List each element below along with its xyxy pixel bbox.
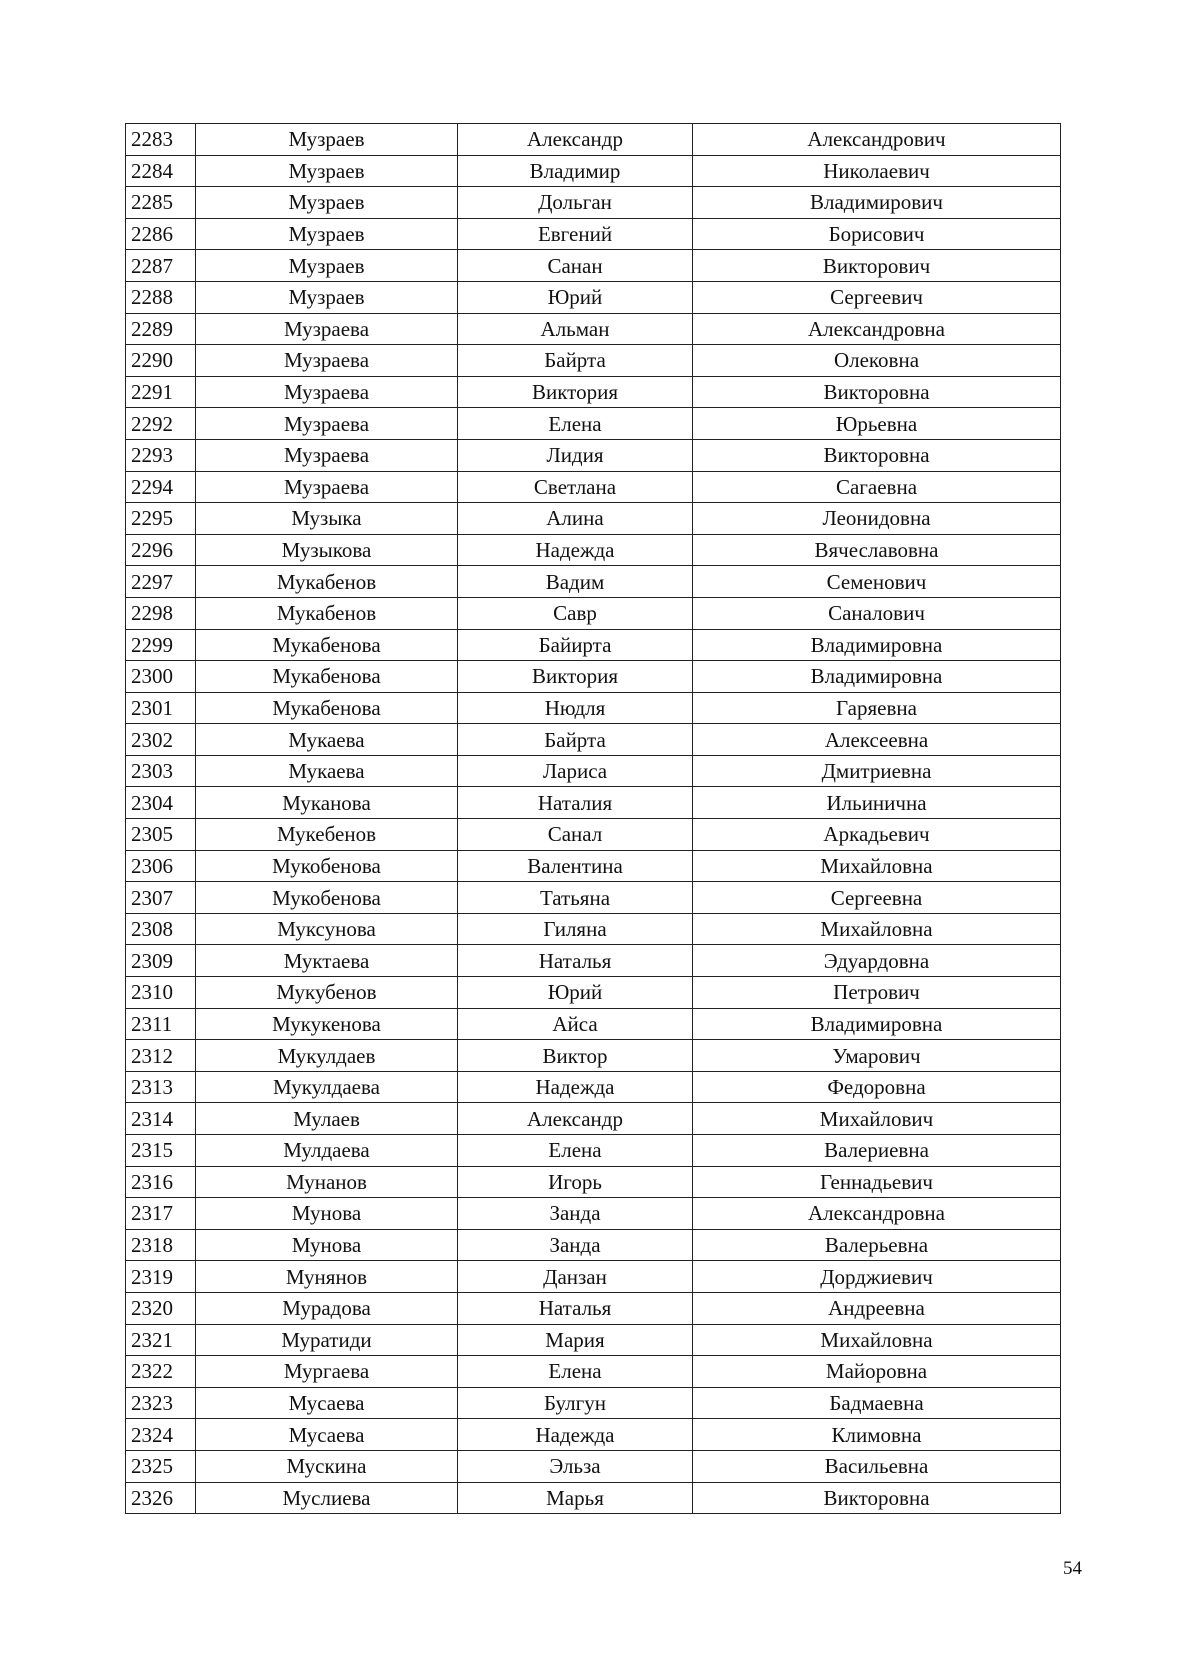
first-name-cell: Эльза <box>458 1450 693 1482</box>
patronymic-cell: Викторович <box>693 250 1061 282</box>
row-number-cell: 2317 <box>126 1198 196 1230</box>
last-name-cell: Мунянов <box>196 1261 458 1293</box>
last-name-cell: Мукубенов <box>196 977 458 1009</box>
patronymic-cell: Аркадьевич <box>693 819 1061 851</box>
last-name-cell: Мукулдаев <box>196 1040 458 1072</box>
patronymic-cell: Бадмаевна <box>693 1387 1061 1419</box>
table-row <box>126 187 1061 219</box>
last-name-cell: Мукабенова <box>196 692 458 724</box>
row-number-cell: 2313 <box>126 1071 196 1103</box>
roster-table-body <box>126 124 1061 1514</box>
row-number-cell: 2289 <box>126 313 196 345</box>
patronymic-cell: Юрьевна <box>693 408 1061 440</box>
last-name-cell: Музыка <box>196 503 458 535</box>
first-name-cell: Светлана <box>458 471 693 503</box>
first-name-cell: Владимир <box>458 155 693 187</box>
table-row <box>126 1229 1061 1261</box>
first-name-cell: Надежда <box>458 1071 693 1103</box>
last-name-cell: Мукобенова <box>196 850 458 882</box>
row-number-cell: 2320 <box>126 1292 196 1324</box>
table-row <box>126 313 1061 345</box>
table-row <box>126 534 1061 566</box>
first-name-cell: Марья <box>458 1482 693 1514</box>
patronymic-cell: Геннадьевич <box>693 1166 1061 1198</box>
table-row <box>126 471 1061 503</box>
first-name-cell: Евгений <box>458 218 693 250</box>
first-name-cell: Валентина <box>458 850 693 882</box>
patronymic-cell: Александрович <box>693 124 1061 156</box>
last-name-cell: Мукабенов <box>196 597 458 629</box>
last-name-cell: Мурадова <box>196 1292 458 1324</box>
patronymic-cell: Михайловна <box>693 850 1061 882</box>
last-name-cell: Музраев <box>196 218 458 250</box>
table-row <box>126 1198 1061 1230</box>
first-name-cell: Александр <box>458 124 693 156</box>
table-row <box>126 1166 1061 1198</box>
patronymic-cell: Николаевич <box>693 155 1061 187</box>
table-row <box>126 345 1061 377</box>
row-number-cell: 2298 <box>126 597 196 629</box>
table-row <box>126 1419 1061 1451</box>
first-name-cell: Наталья <box>458 1292 693 1324</box>
patronymic-cell: Васильевна <box>693 1450 1061 1482</box>
first-name-cell: Елена <box>458 1135 693 1167</box>
row-number-cell: 2307 <box>126 882 196 914</box>
row-number-cell: 2293 <box>126 439 196 471</box>
first-name-cell: Татьяна <box>458 882 693 914</box>
table-row <box>126 503 1061 535</box>
last-name-cell: Мукабенов <box>196 566 458 598</box>
last-name-cell: Мукулдаева <box>196 1071 458 1103</box>
last-name-cell: Музраев <box>196 281 458 313</box>
patronymic-cell: Алексеевна <box>693 724 1061 756</box>
row-number-cell: 2296 <box>126 534 196 566</box>
table-row <box>126 1450 1061 1482</box>
first-name-cell: Альман <box>458 313 693 345</box>
last-name-cell: Музраева <box>196 313 458 345</box>
last-name-cell: Мукабенова <box>196 661 458 693</box>
row-number-cell: 2323 <box>126 1387 196 1419</box>
table-row <box>126 882 1061 914</box>
row-number-cell: 2302 <box>126 724 196 756</box>
first-name-cell: Занда <box>458 1229 693 1261</box>
last-name-cell: Мукабенова <box>196 629 458 661</box>
row-number-cell: 2305 <box>126 819 196 851</box>
row-number-cell: 2311 <box>126 1008 196 1040</box>
table-row <box>126 1008 1061 1040</box>
row-number-cell: 2326 <box>126 1482 196 1514</box>
table-row <box>126 250 1061 282</box>
last-name-cell: Мукобенова <box>196 882 458 914</box>
last-name-cell: Муканова <box>196 787 458 819</box>
first-name-cell: Елена <box>458 408 693 440</box>
patronymic-cell: Семенович <box>693 566 1061 598</box>
row-number-cell: 2314 <box>126 1103 196 1135</box>
table-row <box>126 692 1061 724</box>
table-row <box>126 124 1061 156</box>
table-row <box>126 1040 1061 1072</box>
row-number-cell: 2286 <box>126 218 196 250</box>
first-name-cell: Вадим <box>458 566 693 598</box>
first-name-cell: Наталья <box>458 945 693 977</box>
table-row <box>126 1482 1061 1514</box>
last-name-cell: Музраева <box>196 408 458 440</box>
table-row <box>126 408 1061 440</box>
first-name-cell: Надежда <box>458 534 693 566</box>
row-number-cell: 2299 <box>126 629 196 661</box>
first-name-cell: Байрта <box>458 724 693 756</box>
patronymic-cell: Саналович <box>693 597 1061 629</box>
last-name-cell: Мунанов <box>196 1166 458 1198</box>
patronymic-cell: Владимировна <box>693 629 1061 661</box>
last-name-cell: Музраева <box>196 471 458 503</box>
last-name-cell: Музраев <box>196 250 458 282</box>
first-name-cell: Санал <box>458 819 693 851</box>
last-name-cell: Мунова <box>196 1229 458 1261</box>
table-row <box>126 945 1061 977</box>
row-number-cell: 2303 <box>126 755 196 787</box>
table-row <box>126 629 1061 661</box>
row-number-cell: 2322 <box>126 1356 196 1388</box>
row-number-cell: 2316 <box>126 1166 196 1198</box>
row-number-cell: 2325 <box>126 1450 196 1482</box>
patronymic-cell: Сергеевич <box>693 281 1061 313</box>
row-number-cell: 2310 <box>126 977 196 1009</box>
patronymic-cell: Дорджиевич <box>693 1261 1061 1293</box>
last-name-cell: Муктаева <box>196 945 458 977</box>
first-name-cell: Гиляна <box>458 913 693 945</box>
row-number-cell: 2318 <box>126 1229 196 1261</box>
last-name-cell: Мунова <box>196 1198 458 1230</box>
last-name-cell: Мукебенов <box>196 819 458 851</box>
patronymic-cell: Эдуардовна <box>693 945 1061 977</box>
last-name-cell: Музраева <box>196 345 458 377</box>
last-name-cell: Мулаев <box>196 1103 458 1135</box>
table-row <box>126 661 1061 693</box>
table-row <box>126 1103 1061 1135</box>
patronymic-cell: Вячеславовна <box>693 534 1061 566</box>
patronymic-cell: Валерьевна <box>693 1229 1061 1261</box>
table-row <box>126 439 1061 471</box>
last-name-cell: Мулдаева <box>196 1135 458 1167</box>
patronymic-cell: Андреевна <box>693 1292 1061 1324</box>
row-number-cell: 2304 <box>126 787 196 819</box>
patronymic-cell: Умарович <box>693 1040 1061 1072</box>
first-name-cell: Байирта <box>458 629 693 661</box>
first-name-cell: Елена <box>458 1356 693 1388</box>
first-name-cell: Булгун <box>458 1387 693 1419</box>
first-name-cell: Юрий <box>458 281 693 313</box>
patronymic-cell: Владимирович <box>693 187 1061 219</box>
row-number-cell: 2295 <box>126 503 196 535</box>
row-number-cell: 2297 <box>126 566 196 598</box>
patronymic-cell: Викторовна <box>693 1482 1061 1514</box>
last-name-cell: Мусаева <box>196 1419 458 1451</box>
first-name-cell: Савр <box>458 597 693 629</box>
row-number-cell: 2284 <box>126 155 196 187</box>
table-row <box>126 1261 1061 1293</box>
row-number-cell: 2285 <box>126 187 196 219</box>
patronymic-cell: Викторовна <box>693 439 1061 471</box>
table-row <box>126 850 1061 882</box>
table-row <box>126 566 1061 598</box>
row-number-cell: 2308 <box>126 913 196 945</box>
patronymic-cell: Михайловна <box>693 913 1061 945</box>
first-name-cell: Виктория <box>458 376 693 408</box>
patronymic-cell: Валериевна <box>693 1135 1061 1167</box>
first-name-cell: Наталия <box>458 787 693 819</box>
table-row <box>126 724 1061 756</box>
last-name-cell: Музраев <box>196 124 458 156</box>
table-row <box>126 1292 1061 1324</box>
last-name-cell: Мусаева <box>196 1387 458 1419</box>
last-name-cell: Муксунова <box>196 913 458 945</box>
first-name-cell: Байрта <box>458 345 693 377</box>
row-number-cell: 2306 <box>126 850 196 882</box>
last-name-cell: Мукаева <box>196 755 458 787</box>
first-name-cell: Алина <box>458 503 693 535</box>
patronymic-cell: Леонидовна <box>693 503 1061 535</box>
last-name-cell: Мукаева <box>196 724 458 756</box>
first-name-cell: Надежда <box>458 1419 693 1451</box>
table-row <box>126 281 1061 313</box>
first-name-cell: Виктор <box>458 1040 693 1072</box>
row-number-cell: 2301 <box>126 692 196 724</box>
table-row <box>126 787 1061 819</box>
patronymic-cell: Сергеевна <box>693 882 1061 914</box>
patronymic-cell: Александровна <box>693 313 1061 345</box>
patronymic-cell: Дмитриевна <box>693 755 1061 787</box>
last-name-cell: Мускина <box>196 1450 458 1482</box>
patronymic-cell: Сагаевна <box>693 471 1061 503</box>
row-number-cell: 2288 <box>126 281 196 313</box>
patronymic-cell: Борисович <box>693 218 1061 250</box>
table-row <box>126 913 1061 945</box>
patronymic-cell: Ильинична <box>693 787 1061 819</box>
table-row <box>126 1387 1061 1419</box>
last-name-cell: Муслиева <box>196 1482 458 1514</box>
first-name-cell: Мария <box>458 1324 693 1356</box>
patronymic-cell: Майоровна <box>693 1356 1061 1388</box>
patronymic-cell: Викторовна <box>693 376 1061 408</box>
last-name-cell: Музраева <box>196 439 458 471</box>
first-name-cell: Лариса <box>458 755 693 787</box>
first-name-cell: Игорь <box>458 1166 693 1198</box>
first-name-cell: Виктория <box>458 661 693 693</box>
last-name-cell: Мукукенова <box>196 1008 458 1040</box>
patronymic-cell: Петрович <box>693 977 1061 1009</box>
first-name-cell: Лидия <box>458 439 693 471</box>
last-name-cell: Музраев <box>196 155 458 187</box>
row-number-cell: 2290 <box>126 345 196 377</box>
row-number-cell: 2309 <box>126 945 196 977</box>
row-number-cell: 2283 <box>126 124 196 156</box>
row-number-cell: 2312 <box>126 1040 196 1072</box>
first-name-cell: Дольган <box>458 187 693 219</box>
patronymic-cell: Федоровна <box>693 1071 1061 1103</box>
patronymic-cell: Михайловна <box>693 1324 1061 1356</box>
table-row <box>126 819 1061 851</box>
roster-table <box>125 123 1061 1514</box>
table-row <box>126 376 1061 408</box>
row-number-cell: 2291 <box>126 376 196 408</box>
row-number-cell: 2319 <box>126 1261 196 1293</box>
first-name-cell: Санан <box>458 250 693 282</box>
first-name-cell: Данзан <box>458 1261 693 1293</box>
table-row <box>126 218 1061 250</box>
table-row <box>126 1324 1061 1356</box>
row-number-cell: 2321 <box>126 1324 196 1356</box>
last-name-cell: Музыкова <box>196 534 458 566</box>
page-number: 54 <box>1063 1558 1082 1579</box>
last-name-cell: Музраева <box>196 376 458 408</box>
row-number-cell: 2315 <box>126 1135 196 1167</box>
last-name-cell: Муратиди <box>196 1324 458 1356</box>
row-number-cell: 2324 <box>126 1419 196 1451</box>
first-name-cell: Александр <box>458 1103 693 1135</box>
row-number-cell: 2294 <box>126 471 196 503</box>
last-name-cell: Музраев <box>196 187 458 219</box>
table-row <box>126 1135 1061 1167</box>
patronymic-cell: Александровна <box>693 1198 1061 1230</box>
row-number-cell: 2287 <box>126 250 196 282</box>
patronymic-cell: Владимировна <box>693 1008 1061 1040</box>
row-number-cell: 2300 <box>126 661 196 693</box>
row-number-cell: 2292 <box>126 408 196 440</box>
table-row <box>126 755 1061 787</box>
patronymic-cell: Олековна <box>693 345 1061 377</box>
first-name-cell: Нюдля <box>458 692 693 724</box>
table-row <box>126 977 1061 1009</box>
patronymic-cell: Гаряевна <box>693 692 1061 724</box>
patronymic-cell: Михайлович <box>693 1103 1061 1135</box>
table-row <box>126 155 1061 187</box>
first-name-cell: Юрий <box>458 977 693 1009</box>
patronymic-cell: Владимировна <box>693 661 1061 693</box>
table-row <box>126 597 1061 629</box>
table-row <box>126 1071 1061 1103</box>
last-name-cell: Мургаева <box>196 1356 458 1388</box>
first-name-cell: Айса <box>458 1008 693 1040</box>
patronymic-cell: Климовна <box>693 1419 1061 1451</box>
first-name-cell: Занда <box>458 1198 693 1230</box>
table-row <box>126 1356 1061 1388</box>
